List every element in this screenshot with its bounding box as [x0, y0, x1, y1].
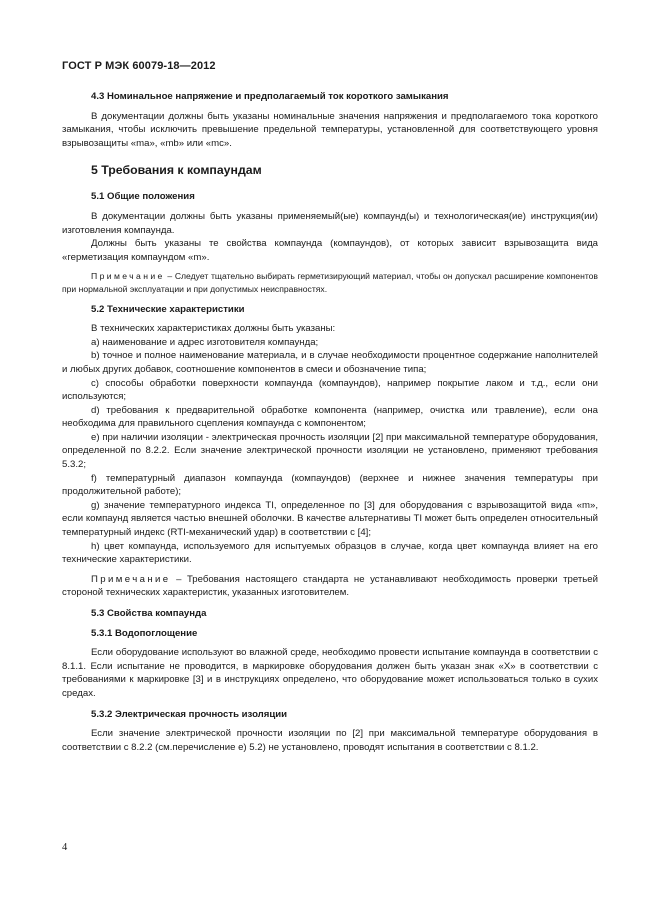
heading-5-3-1: 5.3.1 Водопоглощение	[91, 627, 198, 639]
list-item-g: g) значение температурного индекса TI, определенное по [3] для оборудования с взрывозащитой вида «m», если компаунд является частью внешней оболочки. В качестве альтернативы TI может быть определен относительный температурный индекс (RTI-механический удар) в соответствии с [4];	[62, 499, 598, 539]
paragraph-4-3: В документации должны быть указаны номинальные значения напряжения и предполагаемого тока короткого замыкания, чтобы исключить превышение предельной температуры, установленной для соответствующего уровня взрывозащиты «ma», «mb» или «mc».	[62, 110, 598, 149]
note-label: Примечание	[91, 573, 171, 585]
heading-5-1: 5.1 Общие положения	[91, 191, 195, 203]
list-item-b: b) точное и полное наименование материала, и в случае необходимости процентное содержание наполнителей и любых других добавок, соотношение компонентов в смеси и обозначение типа;	[62, 350, 598, 375]
heading-section-5: 5 Требования к компаундам	[91, 163, 262, 178]
paragraph-5-2-intro: В технических характеристиках должны быть указаны:	[91, 323, 336, 335]
note-text: – Требования настоящего стандарта не устанавливают необходимость проверки третьей стороной технических характеристик, указанных изготовителем.	[62, 573, 598, 599]
paragraph-5-1-1: В документации должны быть указаны применяемый(ые) компаунд(ы) и технологическая(ие) инструкция(ии) изготовления компаунда.	[62, 210, 598, 236]
note-5-1	[62, 270, 598, 295]
running-header: ГОСТ Р МЭК 60079-18—2012	[62, 60, 216, 72]
paragraph-5-3-2: Если значение электрической прочности изоляции по [2] при максимальной температуре оборудования в соответствии с 8.2.2 (см.перечисление е) 5.2) не установлено, проводят испытания в соответствии с 8.1.2.	[62, 728, 598, 753]
heading-5-3-2: 5.3.2 Электрическая прочность изоляции	[91, 708, 288, 720]
list-item-a: a) наименование и адрес изготовителя компаунда;	[91, 336, 319, 348]
list-item-h: h) цвет компаунда, используемого для испытуемых образцов в случае, когда цвет компаунда влияет на его технические характеристики.	[62, 540, 598, 566]
paragraph-5-1-2: Должны быть указаны те свойства компаунда (компаундов), от которых зависит взрывозащита вида «герметизация компаундом «m».	[62, 238, 598, 263]
list-item-f: f) температурный диапазон компаунда (компаундов) (верхнее и нижнее значения температуры при продолжительной работе);	[62, 472, 598, 498]
paragraph-5-3-1: Если оборудование используют во влажной среде, необходимо провести испытание компаунда в соответствии с 8.1.1. Если испытание не проводится, в маркировке оборудования должен быть указан знак «X» в соответствии с требованиями к маркировке [3] и в инструкциях определено, что оборудование может использоваться только в сухих средах.	[62, 647, 598, 699]
list-item-c: c) способы обработки поверхности компаунда (компаундов), например покрытие лаком и т.д., если они используются;	[62, 377, 598, 403]
page-content	[62, 90, 598, 754]
heading-5-3: 5.3 Свойства компаунда	[91, 608, 207, 619]
note-text: – Следует тщательно выбирать герметизирующий материал, чтобы он допускал расширение компонентов при нормальной эксплуатации и при допустимых неисправностях.	[62, 271, 598, 294]
note-label: Примечание	[91, 271, 165, 282]
heading-5-2: 5.2 Технические характеристики	[91, 303, 245, 315]
note-5-2	[62, 573, 598, 600]
list-item-e: e) при наличии изоляции - электрическая прочность изоляции [2] при максимальной температуре оборудования, определенной по 8.2.2. Если значение электрической прочности изоляции не установлено, применяют требования 5.3.2;	[62, 431, 598, 471]
list-item-d: d) требования к предварительной обработке компонента (например, очистка или травление), если она необходима для правильного сцепления компаунда с компонентом;	[62, 404, 598, 430]
page-number: 4	[62, 842, 68, 853]
heading-4-3: 4.3 Номинальное напряжение и предполагаемый ток короткого замыкания	[91, 91, 449, 102]
